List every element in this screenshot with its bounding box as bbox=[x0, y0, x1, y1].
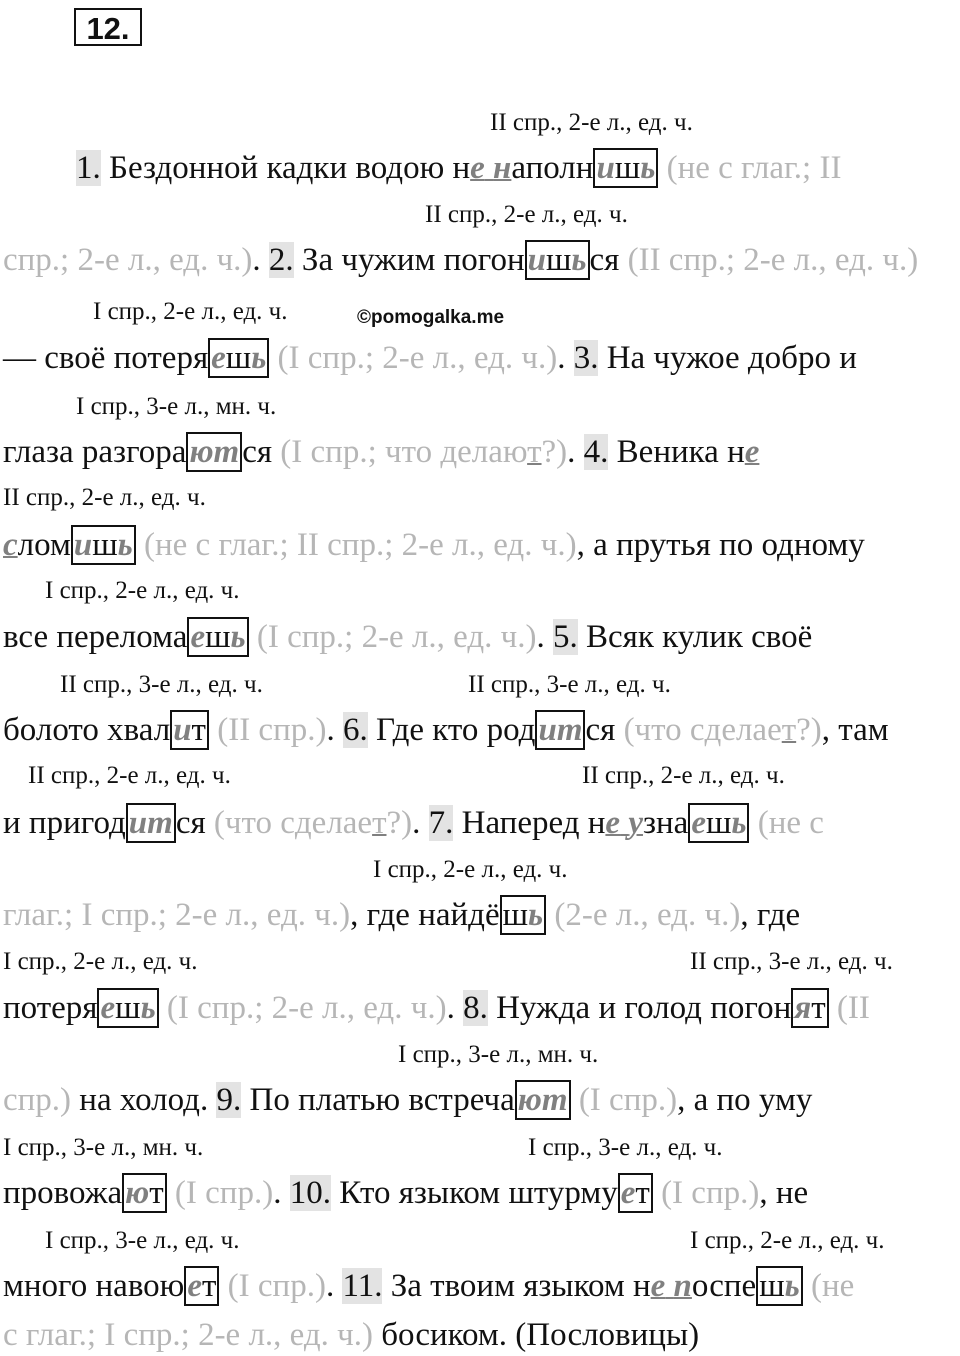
annotation: II спр., 3-е л., ед. ч. bbox=[468, 671, 671, 698]
gray-note: (II спр.; 2-е л., ед. ч.) bbox=[627, 242, 919, 278]
gray-note: ?) bbox=[541, 434, 568, 470]
text-line bbox=[3, 432, 960, 472]
text: ся bbox=[589, 242, 628, 278]
text-line bbox=[3, 988, 960, 1028]
annotation: I спр., 2-е л., ед. ч. bbox=[690, 1227, 885, 1254]
text: все перелома bbox=[3, 619, 188, 655]
text: . bbox=[273, 1175, 282, 1211]
ending-box: шь bbox=[756, 1266, 803, 1306]
annotation: II спр., 2-е л., ед. ч. bbox=[425, 201, 628, 228]
gray-note: т bbox=[527, 434, 542, 470]
text-line bbox=[3, 240, 960, 280]
text: , где bbox=[740, 897, 801, 933]
sentence-number: 8. bbox=[463, 990, 488, 1026]
highlight: с bbox=[3, 527, 18, 563]
text: Где кто род bbox=[367, 712, 536, 748]
ending-box: ишь bbox=[525, 240, 590, 280]
annotation: I спр., 2-е л., ед. ч. bbox=[3, 948, 198, 975]
gray-note: ?) bbox=[796, 712, 822, 748]
ending-box: ют bbox=[186, 432, 242, 472]
gray-note: (не с bbox=[749, 805, 824, 841]
ending-box: ют bbox=[122, 1173, 167, 1213]
text: Наперед н bbox=[453, 805, 606, 841]
gray-note: (II bbox=[828, 990, 870, 1026]
annotation: I спр., 3-е л., ед. ч. bbox=[528, 1134, 723, 1161]
gray-note: (I спр.; 2-е л., ед. ч.) bbox=[269, 340, 558, 376]
gray-note: (не с глаг.; II bbox=[658, 150, 842, 186]
text-line bbox=[3, 525, 960, 565]
text: За твоим языком н bbox=[382, 1268, 651, 1304]
gray-note: т bbox=[781, 712, 797, 748]
text-line bbox=[3, 895, 960, 935]
text: За чужим погон bbox=[293, 242, 525, 278]
text: , а прутья по одному bbox=[576, 527, 865, 563]
annotation: II спр., 2-е л., ед. ч. bbox=[28, 762, 231, 789]
text: , там bbox=[821, 712, 889, 748]
ending-box: ишь bbox=[71, 525, 136, 565]
text-line bbox=[3, 1080, 960, 1120]
sentence-number: 3. bbox=[573, 340, 599, 376]
ending-box: шь bbox=[500, 895, 547, 935]
gray-note: (2-е л., ед. ч.) bbox=[546, 897, 741, 933]
text-line bbox=[3, 338, 960, 378]
text-line bbox=[3, 1266, 960, 1306]
text: зна bbox=[642, 805, 689, 841]
text-line bbox=[3, 1173, 960, 1213]
text: и пригод bbox=[3, 805, 126, 841]
text bbox=[665, 1268, 673, 1304]
text: , где найдё bbox=[350, 897, 500, 933]
highlight: е bbox=[470, 150, 485, 186]
text: ся bbox=[175, 805, 214, 841]
gray-note: глаг.; I спр.; 2-е л., ед. ч.) bbox=[3, 897, 351, 933]
gray-note: (что сделае bbox=[623, 712, 782, 748]
text: — своё потеря bbox=[3, 340, 209, 376]
text: . bbox=[536, 619, 545, 655]
gray-note: ?) bbox=[386, 805, 413, 841]
text: . bbox=[326, 712, 335, 748]
gray-note: (I спр.) bbox=[652, 1175, 760, 1211]
text: Всяк кулик своё bbox=[577, 619, 813, 655]
text-line bbox=[3, 710, 960, 750]
gray-note: (I спр.; 2-е л., ед. ч.) bbox=[248, 619, 537, 655]
annotation: I спр., 3-е л., ед. ч. bbox=[45, 1227, 240, 1254]
gray-note: (I спр.) bbox=[166, 1175, 274, 1211]
text: провожа bbox=[3, 1175, 123, 1211]
text-line bbox=[3, 1315, 960, 1355]
annotation: II спр., 3-е л., ед. ч. bbox=[690, 948, 893, 975]
highlight: е bbox=[650, 1268, 666, 1304]
ending-box: ешь bbox=[688, 803, 749, 843]
text: на холод. bbox=[71, 1082, 217, 1118]
text: . bbox=[412, 805, 421, 841]
gray-note: т bbox=[372, 805, 387, 841]
text-line bbox=[3, 803, 960, 843]
text: . bbox=[567, 434, 576, 470]
annotation: II спр., 2-е л., ед. ч. bbox=[582, 762, 785, 789]
sentence-number: 5. bbox=[553, 619, 578, 655]
text-line bbox=[3, 617, 960, 657]
sentence-number: 11. bbox=[342, 1268, 383, 1304]
highlight: е bbox=[744, 434, 760, 470]
sentence-number: 6. bbox=[342, 712, 368, 748]
ending-box: ит bbox=[170, 710, 209, 750]
gray-note: (что сделае bbox=[213, 805, 373, 841]
sentence-number: 4. bbox=[583, 434, 609, 470]
text: На чужое добро и bbox=[598, 340, 857, 376]
text: Бездонной кадки водою н bbox=[100, 150, 471, 186]
text: ся bbox=[242, 434, 281, 470]
annotation: I спр., 2-е л., ед. ч. bbox=[45, 577, 240, 604]
gray-note: (I спр.; что делаю bbox=[280, 434, 528, 470]
highlight: п bbox=[673, 1268, 692, 1304]
ending-box: ет bbox=[618, 1173, 653, 1213]
ending-box: ит bbox=[126, 803, 176, 843]
highlight: у bbox=[628, 805, 643, 841]
ending-box: ит bbox=[535, 710, 585, 750]
highlight: е bbox=[605, 805, 621, 841]
text bbox=[485, 150, 493, 186]
ending-box: ешь bbox=[187, 617, 248, 657]
gray-note: (II спр.) bbox=[208, 712, 327, 748]
annotation: II спр., 3-е л., ед. ч. bbox=[60, 671, 263, 698]
text: Кто языком штурму bbox=[330, 1175, 618, 1211]
text: Нужда и голод погон bbox=[487, 990, 792, 1026]
text: потеря bbox=[3, 990, 98, 1026]
text: . bbox=[446, 990, 455, 1026]
sentence-number: 7. bbox=[428, 805, 454, 841]
sentence-number: 1. bbox=[76, 150, 101, 186]
gray-note: (I спр.) bbox=[570, 1082, 678, 1118]
highlight: н bbox=[493, 150, 512, 186]
text: . bbox=[557, 340, 566, 376]
text: аполн bbox=[511, 150, 594, 186]
gray-note: с глаг.; I спр.; 2-е л., ед. ч.) bbox=[3, 1317, 374, 1353]
sentence-number: 9. bbox=[216, 1082, 242, 1118]
watermark-logo: ©pomogalka.me bbox=[357, 307, 505, 328]
ending-box: ишь bbox=[593, 148, 658, 188]
annotation: I спр., 3-е л., мн. ч. bbox=[76, 393, 277, 420]
ending-box: ешь bbox=[97, 988, 158, 1028]
text: , не bbox=[759, 1175, 809, 1211]
text: По платью встреча bbox=[241, 1082, 515, 1118]
ending-box: ят bbox=[791, 988, 828, 1028]
text: , а по уму bbox=[677, 1082, 813, 1118]
text: лом bbox=[17, 527, 71, 563]
text: оспе bbox=[691, 1268, 757, 1304]
text: . bbox=[325, 1268, 335, 1304]
text: ся bbox=[585, 712, 624, 748]
text: много навою bbox=[3, 1268, 185, 1304]
gray-note: спр.; 2-е л., ед. ч.) bbox=[3, 242, 253, 278]
annotation: II спр., 2-е л., ед. ч. bbox=[490, 109, 693, 136]
annotation: I спр., 3-е л., мн. ч. bbox=[3, 1134, 204, 1161]
annotation: II спр., 2-е л., ед. ч. bbox=[3, 484, 206, 511]
gray-note: (I спр.; 2-е л., ед. ч.) bbox=[158, 990, 447, 1026]
text: Веника н bbox=[608, 434, 745, 470]
annotation: I спр., 3-е л., мн. ч. bbox=[398, 1041, 599, 1068]
gray-note: (I спр.) bbox=[219, 1268, 326, 1304]
sentence-number: 2. bbox=[268, 242, 294, 278]
ending-box: ешь bbox=[208, 338, 269, 378]
gray-note: (не bbox=[802, 1268, 855, 1304]
annotation: I спр., 2-е л., ед. ч. bbox=[373, 856, 568, 883]
sentence-number: 10. bbox=[289, 1175, 331, 1211]
annotation: I спр., 2-е л., ед. ч. bbox=[93, 298, 288, 325]
text: глаза разгора bbox=[3, 434, 187, 470]
gray-note: (не с глаг.; II спр.; 2-е л., ед. ч.) bbox=[135, 527, 577, 563]
ending-box: ет bbox=[184, 1266, 219, 1306]
text: болото хвал bbox=[3, 712, 171, 748]
text-line bbox=[76, 148, 960, 188]
text: . bbox=[252, 242, 261, 278]
text: босиком. (Пословицы) bbox=[373, 1317, 700, 1353]
gray-note: спр.) bbox=[3, 1082, 72, 1118]
task-number: 12. bbox=[74, 8, 142, 46]
ending-box: ют bbox=[515, 1080, 571, 1120]
